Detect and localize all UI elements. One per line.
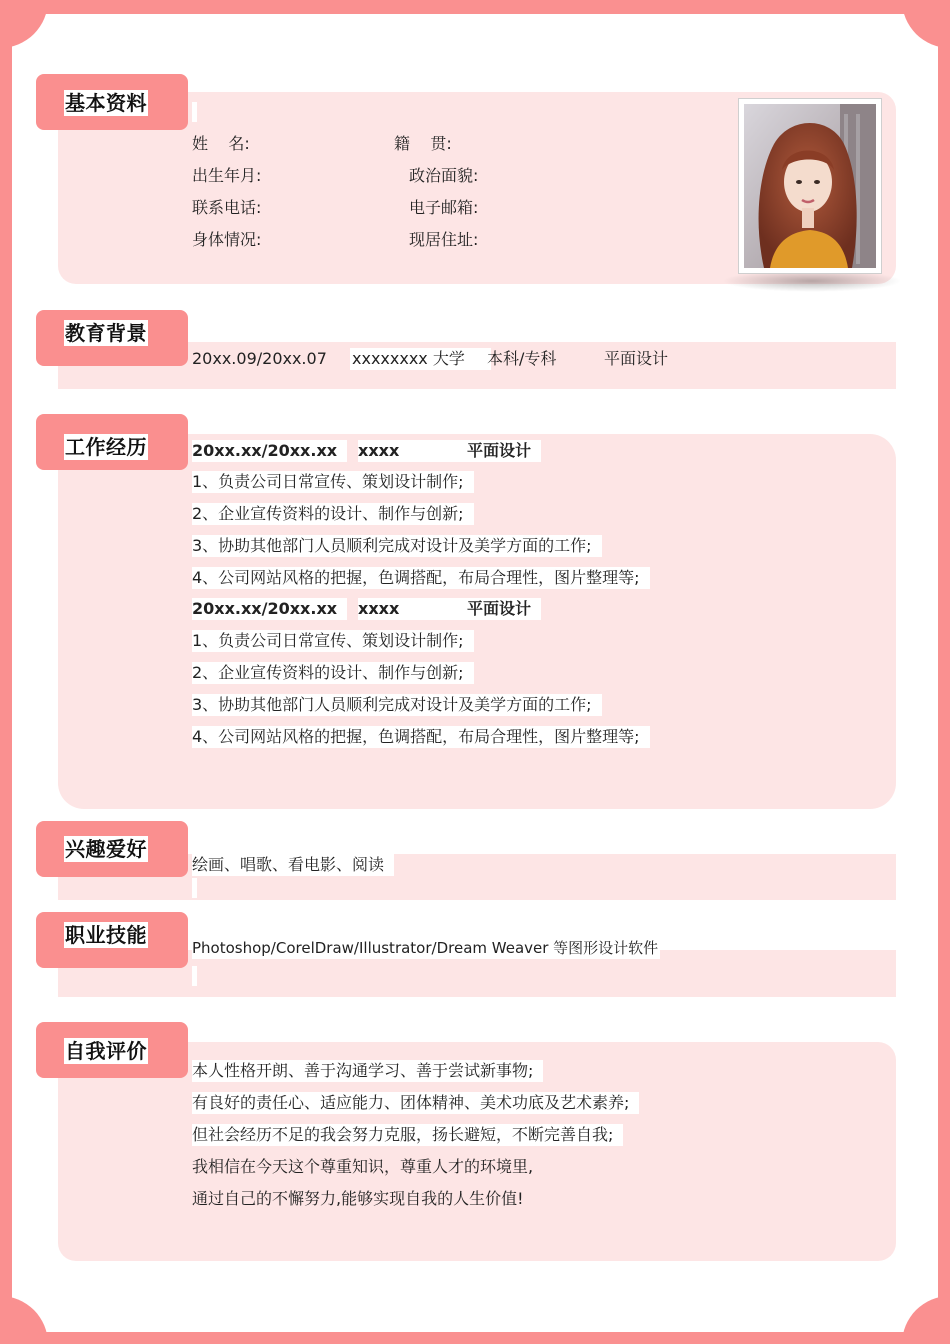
job-duty: 2、企业宣传资料的设计、制作与创新; <box>192 662 474 684</box>
job-period: 20xx.xx/20xx.xx <box>192 598 347 620</box>
job-company: xxxx <box>358 440 469 462</box>
frame-corner <box>902 1296 950 1344</box>
job-duty: 1、负责公司日常宣传、策划设计制作; <box>192 471 474 493</box>
work-panel <box>58 434 896 809</box>
self-eval-line: 有良好的责任心、适应能力、团体精神、美术功底及艺术素养; <box>192 1092 639 1114</box>
job-duty: 4、公司网站风格的把握，色调搭配，布局合理性，图片整理等; <box>192 567 650 589</box>
self-eval-line: 我相信在今天这个尊重知识，尊重人才的环境里, <box>192 1157 534 1176</box>
education-title: 教育背景 <box>65 321 147 345</box>
education-major: 平面设计 <box>604 349 669 368</box>
profile-photo <box>738 98 882 274</box>
text-cursor <box>192 878 197 898</box>
basic-info-title: 基本资料 <box>65 91 147 115</box>
job-position: 平面设计 <box>467 440 541 462</box>
address-label: 现居住址: <box>409 230 479 249</box>
work-title: 工作经历 <box>65 435 147 459</box>
self-eval-line: 通过自己的不懈努力,能够实现自我的人生价值! <box>192 1189 524 1208</box>
hobbies-title: 兴趣爱好 <box>65 837 147 861</box>
job-company: xxxx <box>358 598 469 620</box>
self-eval-line: 但社会经历不足的我会努力克服，扬长避短，不断完善自我; <box>192 1124 623 1146</box>
education-degree: 本科/专科 <box>487 349 557 368</box>
text-cursor <box>192 966 197 986</box>
education-period: 20xx.09/20xx.07 <box>192 349 327 368</box>
page-frame-top <box>0 0 950 14</box>
job-duty: 2、企业宣传资料的设计、制作与创新; <box>192 503 474 525</box>
self-eval-line: 本人性格开朗、善于沟通学习、善于尝试新事物; <box>192 1060 543 1082</box>
job-duty: 3、协助其他部门人员顺利完成对设计及美学方面的工作; <box>192 694 602 716</box>
phone-label: 联系电话: <box>192 198 262 217</box>
text-cursor <box>192 102 197 122</box>
native-label: 籍 贯: <box>394 134 452 153</box>
job-duty: 4、公司网站风格的把握，色调搭配，布局合理性，图片整理等; <box>192 726 650 748</box>
job-duty: 1、负责公司日常宣传、策划设计制作; <box>192 630 474 652</box>
skills-title: 职业技能 <box>65 923 147 947</box>
birth-label: 出生年月: <box>192 166 262 185</box>
politics-label: 政治面貌: <box>409 166 479 185</box>
health-label: 身体情况: <box>192 230 262 249</box>
page-frame-bottom <box>0 1332 950 1344</box>
frame-corner <box>0 1296 48 1344</box>
frame-corner <box>902 0 950 48</box>
frame-corner <box>0 0 48 48</box>
name-label: 姓 名: <box>192 134 250 153</box>
job-position: 平面设计 <box>467 598 541 620</box>
page-frame-left <box>0 0 12 1344</box>
self-eval-title: 自我评价 <box>65 1039 147 1063</box>
page-frame-right <box>938 0 950 1344</box>
job-period: 20xx.xx/20xx.xx <box>192 440 347 462</box>
avatar-portrait-icon <box>744 104 876 268</box>
education-school: xxxxxxxx 大学 <box>350 348 491 370</box>
job-duty: 3、协助其他部门人员顺利完成对设计及美学方面的工作; <box>192 535 602 557</box>
email-label: 电子邮箱: <box>409 198 479 217</box>
hobbies-text: 绘画、唱歌、看电影、阅读 <box>192 854 394 876</box>
skills-text: Photoshop/CorelDraw/Illustrator/Dream Weaver 等图形设计软件 <box>192 939 659 957</box>
